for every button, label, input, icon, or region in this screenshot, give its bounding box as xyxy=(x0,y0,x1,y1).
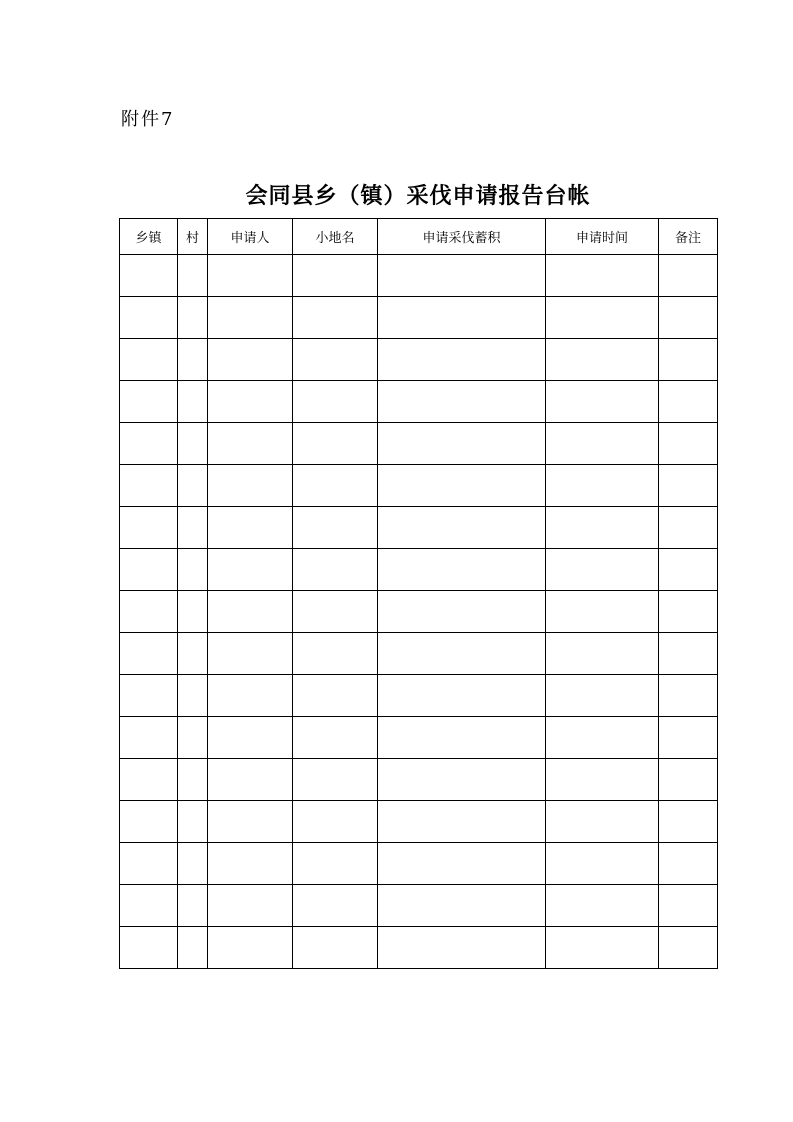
table-cell xyxy=(120,759,178,801)
table-row xyxy=(120,843,718,885)
table-cell xyxy=(120,591,178,633)
table-cell xyxy=(293,927,378,969)
table-cell xyxy=(120,297,178,339)
table-cell xyxy=(659,465,718,507)
table-cell xyxy=(178,927,208,969)
table-cell xyxy=(659,423,718,465)
table-cell xyxy=(378,339,546,381)
table-row xyxy=(120,591,718,633)
table-cell xyxy=(378,759,546,801)
table-cell xyxy=(659,549,718,591)
table-cell xyxy=(208,423,293,465)
table-cell xyxy=(378,927,546,969)
table-cell xyxy=(546,339,659,381)
table-cell xyxy=(659,297,718,339)
table-cell xyxy=(120,717,178,759)
table-row xyxy=(120,465,718,507)
table-cell xyxy=(546,927,659,969)
table-cell xyxy=(293,423,378,465)
table-cell xyxy=(293,549,378,591)
table-cell xyxy=(546,843,659,885)
table-cell xyxy=(293,675,378,717)
table-cell xyxy=(546,801,659,843)
table-cell xyxy=(120,549,178,591)
table-row xyxy=(120,507,718,549)
table-cell xyxy=(208,465,293,507)
table-cell xyxy=(378,843,546,885)
table-cell xyxy=(208,297,293,339)
table-cell xyxy=(378,801,546,843)
table-cell xyxy=(208,843,293,885)
table-cell xyxy=(378,297,546,339)
table-row xyxy=(120,381,718,423)
table-cell xyxy=(546,507,659,549)
table-cell xyxy=(178,255,208,297)
ledger-body xyxy=(120,255,718,969)
table-cell xyxy=(546,885,659,927)
table-cell xyxy=(178,297,208,339)
table-cell xyxy=(378,423,546,465)
table-cell xyxy=(293,633,378,675)
table-cell xyxy=(178,885,208,927)
table-cell xyxy=(120,465,178,507)
table-cell xyxy=(378,633,546,675)
header-village: 村 xyxy=(178,219,208,255)
table-cell xyxy=(659,591,718,633)
table-cell xyxy=(546,675,659,717)
table-cell xyxy=(120,633,178,675)
table-row xyxy=(120,801,718,843)
table-cell xyxy=(120,339,178,381)
table-cell xyxy=(659,381,718,423)
table-cell xyxy=(293,465,378,507)
table-cell xyxy=(378,675,546,717)
table-cell xyxy=(378,591,546,633)
table-cell xyxy=(208,927,293,969)
table-cell xyxy=(293,255,378,297)
table-row xyxy=(120,759,718,801)
table-cell xyxy=(120,675,178,717)
table-row xyxy=(120,675,718,717)
table-cell xyxy=(208,759,293,801)
table-cell xyxy=(546,255,659,297)
table-header-row xyxy=(120,219,718,255)
table-cell xyxy=(546,717,659,759)
table-cell xyxy=(378,717,546,759)
table-cell xyxy=(208,381,293,423)
table-cell xyxy=(293,759,378,801)
table-cell xyxy=(208,591,293,633)
table-row xyxy=(120,633,718,675)
table-cell xyxy=(293,591,378,633)
table-cell xyxy=(293,297,378,339)
table-cell xyxy=(378,549,546,591)
table-cell xyxy=(178,339,208,381)
table-cell xyxy=(546,423,659,465)
table-cell xyxy=(208,507,293,549)
table-cell xyxy=(293,381,378,423)
table-cell xyxy=(659,633,718,675)
table-cell xyxy=(178,381,208,423)
table-cell xyxy=(208,633,293,675)
table-cell xyxy=(378,381,546,423)
table-cell xyxy=(378,507,546,549)
table-cell xyxy=(208,255,293,297)
table-cell xyxy=(120,843,178,885)
header-applicant: 申请人 xyxy=(208,219,293,255)
table-cell xyxy=(120,423,178,465)
table-row xyxy=(120,717,718,759)
table-cell xyxy=(178,801,208,843)
table-cell xyxy=(178,843,208,885)
table-cell xyxy=(546,381,659,423)
table-cell xyxy=(546,591,659,633)
table-cell xyxy=(208,885,293,927)
table-cell xyxy=(378,885,546,927)
table-row xyxy=(120,255,718,297)
table-cell xyxy=(293,339,378,381)
table-row xyxy=(120,339,718,381)
header-township: 乡镇 xyxy=(120,219,178,255)
table-cell xyxy=(293,843,378,885)
table-cell xyxy=(120,801,178,843)
header-application-time: 申请时间 xyxy=(546,219,659,255)
table-cell xyxy=(178,465,208,507)
table-cell xyxy=(120,381,178,423)
page-title: 会同县乡（镇）采伐申请报告台帐 xyxy=(245,184,591,209)
table-cell xyxy=(208,717,293,759)
table-cell xyxy=(120,885,178,927)
table-cell xyxy=(178,507,208,549)
table-cell xyxy=(293,717,378,759)
table-cell xyxy=(208,801,293,843)
table-cell xyxy=(178,675,208,717)
table-cell xyxy=(659,801,718,843)
attachment-label: 附件7 xyxy=(121,109,175,130)
table-cell xyxy=(546,465,659,507)
table-cell xyxy=(178,549,208,591)
table-row xyxy=(120,423,718,465)
table-cell xyxy=(546,549,659,591)
table-cell xyxy=(546,759,659,801)
table-cell xyxy=(178,423,208,465)
table-cell xyxy=(659,885,718,927)
table-cell xyxy=(120,255,178,297)
table-cell xyxy=(659,507,718,549)
table-cell xyxy=(208,339,293,381)
table-cell xyxy=(659,717,718,759)
table-cell xyxy=(120,927,178,969)
header-logging-volume: 申请采伐蓄积 xyxy=(378,219,546,255)
table-cell xyxy=(659,255,718,297)
table-cell xyxy=(293,885,378,927)
table-cell xyxy=(178,759,208,801)
table-cell xyxy=(208,675,293,717)
table-cell xyxy=(178,717,208,759)
table-cell xyxy=(178,591,208,633)
table-cell xyxy=(120,507,178,549)
table-row xyxy=(120,885,718,927)
header-place-name: 小地名 xyxy=(293,219,378,255)
table-row xyxy=(120,549,718,591)
table-cell xyxy=(293,801,378,843)
table-cell xyxy=(546,297,659,339)
table-cell xyxy=(659,675,718,717)
table-row xyxy=(120,927,718,969)
table-cell xyxy=(208,549,293,591)
table-cell xyxy=(659,759,718,801)
table-cell xyxy=(659,843,718,885)
table-cell xyxy=(178,633,208,675)
header-remarks: 备注 xyxy=(659,219,718,255)
table-cell xyxy=(293,507,378,549)
table-cell xyxy=(659,927,718,969)
table-cell xyxy=(659,339,718,381)
table-row xyxy=(120,297,718,339)
ledger-table xyxy=(119,218,718,969)
table-cell xyxy=(378,255,546,297)
table-cell xyxy=(546,633,659,675)
table-cell xyxy=(378,465,546,507)
